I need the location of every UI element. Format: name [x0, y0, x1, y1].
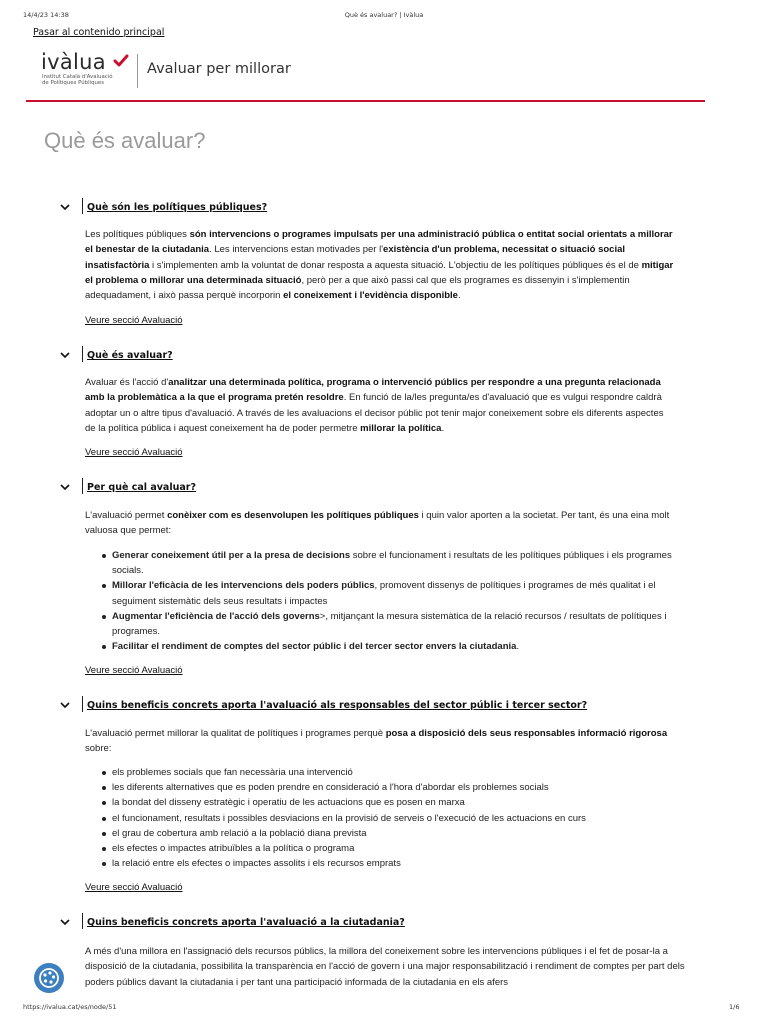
list-item: Facilitar el rendiment de comptes del sector públic i del tercer sector envers la ciutadania. [112, 639, 682, 654]
emphasis-text: Millorar l'eficàcia de les intervencions dels poders públics [112, 580, 375, 592]
emphasis-text: analitzar una determinada política, programa o intervenció públics per respondre a una pregunta relacionada amb la problemàtica a la que el programa pretén resoldre [85, 377, 661, 404]
emphasis-text: existència d'un problema, necessitat o situació social insatisfactòria [85, 244, 625, 271]
list-item: els problemes socials que fan necessària una intervenció [112, 765, 682, 780]
chevron-down-icon[interactable] [59, 349, 71, 361]
emphasis-text: Augmentar l'eficiència de l'acció dels governs [112, 610, 320, 622]
list-item: la relació entre els efectes o impactes assolits i els recursos emprats [112, 856, 682, 871]
print-page-title: Què és avaluar? | Ivàlua [344, 11, 424, 19]
accordion-divider [82, 346, 83, 362]
list-item: els efectes o impactes atribuïbles a la política o programa [112, 841, 682, 856]
accordion-heading[interactable]: Què són les polítiques públiques? [87, 202, 268, 213]
accordion-body: L'avaluació permet millorar la qualitat de polítiques i programes perquè posa a disposició dels seus responsables informació rigorosa sobre: [85, 728, 668, 755]
accordion-divider [82, 198, 83, 214]
emphasis-text: posa a disposició dels seus responsables informació rigorosa [385, 728, 668, 739]
logo-subtitle [42, 74, 113, 86]
accordion-heading[interactable]: Quins beneficis concrets aporta l'avaluació als responsables del sector públic i tercer sector? [87, 700, 588, 711]
section-link[interactable]: Veure secció Avaluació [85, 315, 183, 326]
list-item: les diferents alternatives que es poden prendre en consideració a l'hora d'abordar els problemes socials [112, 780, 682, 795]
emphasis-text: Facilitar el rendiment de comptes del sector públic i del tercer sector envers la ciutadania [112, 641, 517, 653]
emphasis-text: mitigar el problema o millorar una determinada situació [85, 259, 674, 286]
accordion-body: L'avaluació permet conèixer com es desenvolupen les polítiques públiques i quin valor aporten a la societat. Per tant, és una eina molt valuosa que permet: [85, 510, 670, 537]
header-rule [26, 100, 705, 102]
accordion-heading[interactable]: Què és avaluar? [87, 350, 173, 361]
print-header [0, 11, 768, 21]
list-item: el grau de cobertura amb relació a la població diana prevista [112, 826, 682, 841]
section-link[interactable]: Veure secció Avaluació [85, 447, 183, 458]
site-tagline: Avaluar per millorar [147, 61, 291, 77]
page-title: Què és avaluar? [44, 128, 206, 153]
accordion-body: Les polítiques públiques són intervencions o programes impulsats per una administració pública o entitat social orientats a millorar el benestar de la ciutadania. Les intervencions estan motivades per l'existència d'un problema, necessitat o situació social insatisfactòria i s'implementen amb la voluntat de donar resposta a aquesta situació. L'objectiu de les polítiques públiques és el de mitigar el problema o millorar una determinada situació, però per a que això passi cal que els programes es dissenyin i s'implementin adequadament, i això passa perquè incorporin el coneixement i l'evidència disponible. [85, 229, 674, 302]
logo-wordmark: ivàlua [41, 50, 106, 74]
list-item: la bondat del disseny estratègic i operatiu de les actuacions que es posen en marxa [112, 795, 682, 810]
skip-to-content-link[interactable]: Pasar al contenido principal [33, 27, 165, 38]
accessibility-button[interactable] [34, 963, 64, 993]
emphasis-text: millorar la política [360, 422, 442, 434]
section-link[interactable]: Veure secció Avaluació [85, 665, 183, 676]
chevron-down-icon[interactable] [59, 201, 71, 213]
palette-icon [34, 963, 64, 993]
emphasis-text: són intervencions o programes impulsats per una administració pública o entitat social orientats a millorar el benestar de la ciutadania [85, 229, 673, 256]
section-link[interactable]: Veure secció Avaluació [85, 882, 183, 893]
chevron-down-icon[interactable] [59, 481, 71, 493]
chevron-down-icon[interactable] [59, 916, 71, 928]
list-item: el funcionament, resultats i possibles desviacions en la provisió de serveis o l'execució de les actuacions en curs [112, 811, 682, 826]
emphasis-text: Generar coneixement útil per a la presa de decisions [112, 550, 351, 561]
accordion-divider [82, 696, 83, 712]
brand-divider [137, 54, 138, 88]
list-item: Augmentar l'eficiència de l'acció dels governs>, mitjançant la mesura sistemàtica de la relació recursos / resultats de polítiques i programes. [112, 609, 682, 639]
bullet-list [112, 765, 682, 871]
site-brand[interactable] [41, 50, 341, 90]
emphasis-text: el coneixement i l'evidència disponible [283, 290, 458, 302]
logo-subtitle-line-2: de Polítiques Públiques [42, 80, 105, 86]
list-item: Millorar l'eficàcia de les intervencions dels poders públics, promovent dissenys de polítiques i programes de més qualitat i el seguiment sistemàtic dels seus resultats i impactes [112, 578, 682, 608]
logo-subtitle-line-1: Institut Català d'Avaluació [42, 74, 113, 80]
accordion-body: Avaluar és l'acció d'analitzar una determinada política, programa o intervenció públics per respondre a una pregunta relacionada amb la problemàtica a la que el programa pretén resoldre. En funció de la/les pregunta/es d'avaluació que es vulgui respondre caldrà adoptar un o altre tipus d'avaluació. A través de les avaluacions el decisor públic pot tenir major coneixement sobre els diferents aspectes de la política pública i aquest coneixement ha de poder permetre millorar la política. [85, 377, 664, 434]
accordion-divider [82, 913, 83, 929]
accordion-heading[interactable]: Quins beneficis concrets aporta l'avaluació a la ciutadania? [87, 917, 405, 928]
print-url: https://ivalua.cat/es/node/51 [23, 1003, 117, 1011]
checkmark-icon [113, 54, 129, 68]
accordion-heading[interactable]: Per què cal avaluar? [87, 482, 196, 493]
print-datetime: 14/4/23 14:38 [23, 11, 69, 19]
list-item: Generar coneixement útil per a la presa de decisions sobre el funcionament i resultats de les polítiques públiques i els programes socials. [112, 548, 682, 578]
print-page-number: 1/6 [729, 1003, 740, 1011]
accordion-body: A més d'una millora en l'assignació dels recursos públics, la millora del coneixement sobre les intervencions públiques i el fet de posar-la a disposició de la ciutadania, possibilita la transparència en l'acció de govern i una major responsabilització i rendiment de comptes per part dels poders públics davant la ciutadania i per tant una participació informada de la ciutadania en els afers [85, 946, 685, 988]
accordion-divider [82, 478, 83, 494]
bullet-list [112, 548, 682, 654]
emphasis-text: conèixer com es desenvolupen les polítiques públiques [167, 510, 419, 521]
chevron-down-icon[interactable] [59, 699, 71, 711]
